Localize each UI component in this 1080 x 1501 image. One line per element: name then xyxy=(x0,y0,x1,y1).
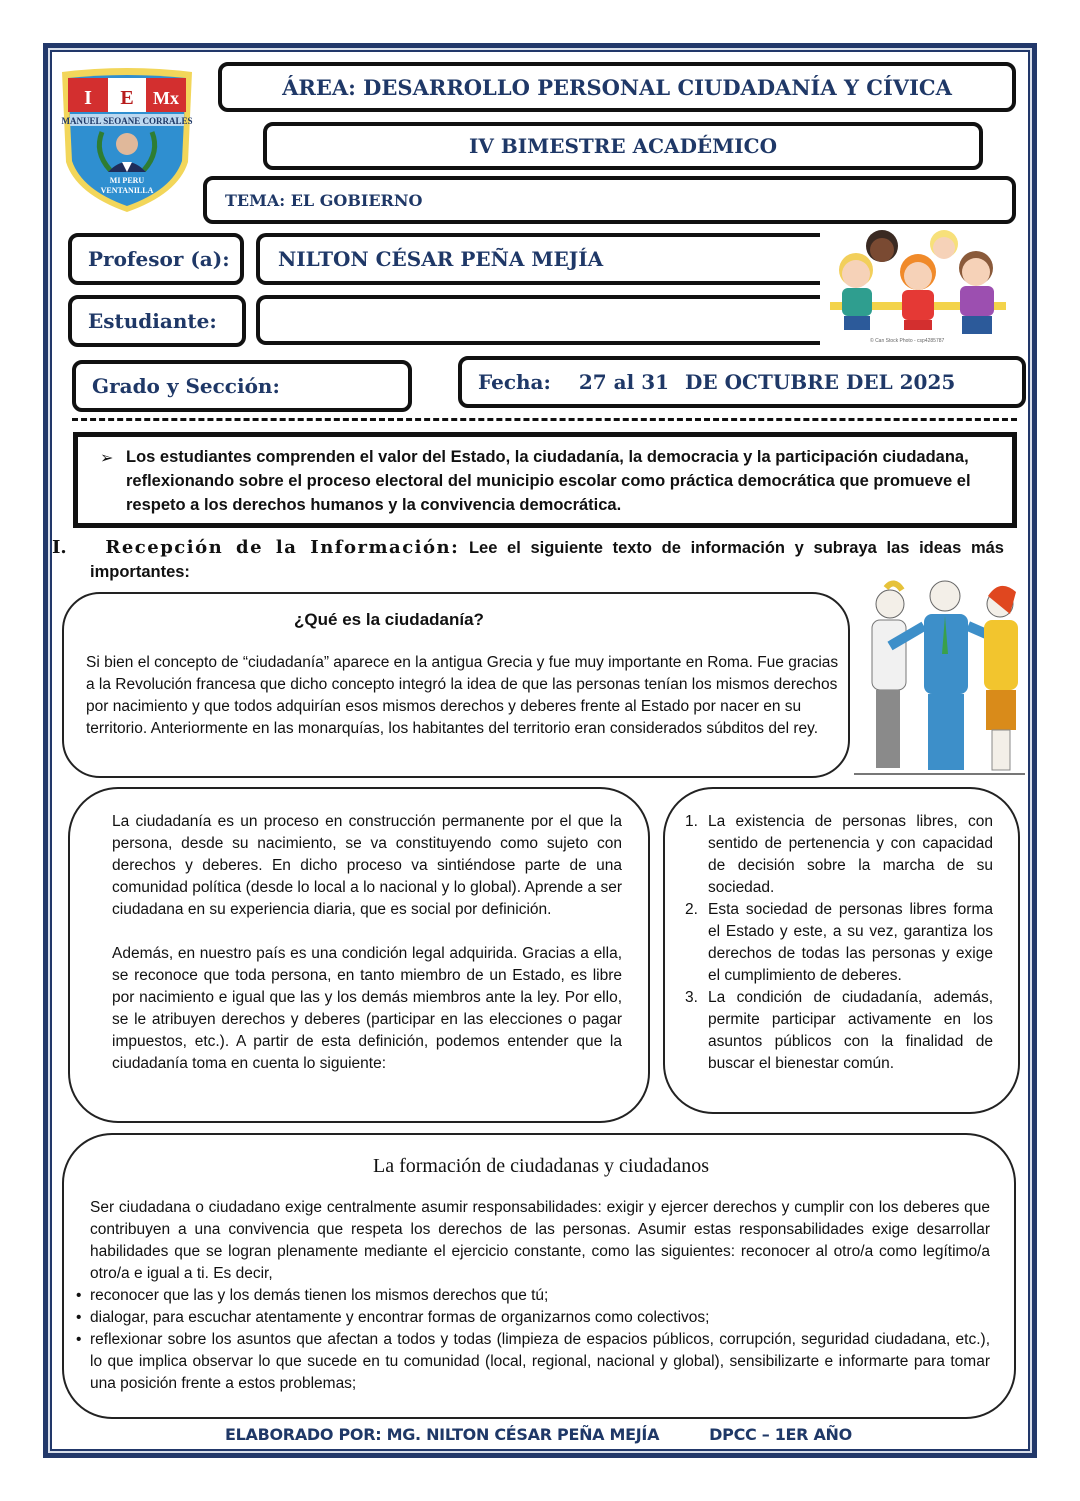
que-es-text: Si bien el concepto de “ciudadanía” aparece en la antigua Grecia y fue muy importante en Roma. Fue gracias a la Revolución francesa que dicho concepto integró la idea de que las personas tenían los mismos derechos por nacimiento y que todos adquirían esos mismos derechos y deberes frente al Estado por nacer en su territorio. Anteriormente en las monarquías, los habitantes del territorio eran considerados súbditos del rey. xyxy=(86,654,839,737)
profesor-label-box xyxy=(68,233,244,285)
school-crest-icon xyxy=(58,66,196,214)
logo-letter-i: I xyxy=(84,87,92,109)
formacion-intro: Ser ciudadana o ciudadano exige centralmente asumir responsabilidades: exigir y ejercer derechos y cumplir con los deberes que contribuyen a una convivencia que respeta los derechos de las personas. Asumir estas responsabilidades exige desarrollar habilidades que se logran plenamente mediante el ejercicio constante, como las siguientes: reconocer al otro/a como legítimo/a otro/a e igual a ti. Es decir, xyxy=(90,1199,990,1282)
pointing-hand-icon: ➢ xyxy=(100,450,114,467)
fecha-label: Fecha: xyxy=(478,370,551,394)
profesor-value: NILTON CÉSAR PEÑA MEJÍA xyxy=(278,247,604,271)
estudiante-label: Estudiante: xyxy=(88,309,217,333)
bullet-icon: • xyxy=(76,1331,82,1348)
ciudadania-points-box xyxy=(663,787,1020,1114)
definition-paragraph-2: Además, en nuestro país es una condición legal adquirida. Gracias a ella, se reconoce que toda persona, en tanto miembro de un Estado, es libre por nacimiento e igual que las y los demás miembros ante la ley. Por ello, se le atribuyen derechos y deberes (participar en las elecciones o pagar impuestos, etc.). A partir de esta definición, podemos entender que la ciudadanía toma en cuenta lo siguiente: xyxy=(112,945,622,1072)
dashed-divider xyxy=(72,418,1017,421)
footer-author: ELABORADO POR: MG. NILTON CÉSAR PEÑA MEJÍA xyxy=(225,1425,660,1444)
three-citizens-illustration xyxy=(850,574,1025,780)
footer-course: DPCC – 1ER AÑO xyxy=(709,1425,852,1444)
profesor-value-box xyxy=(256,233,856,285)
formacion-bullets xyxy=(76,1285,990,1395)
bullet-icon: • xyxy=(76,1309,82,1326)
tema-title: TEMA: EL GOBIERNO xyxy=(225,190,423,210)
page-footer xyxy=(225,1425,852,1444)
fecha-days: 27 al 31 xyxy=(578,370,670,394)
kids-image-caption: © Can Stock Photo - csp4285787 xyxy=(870,338,945,344)
grado-seccion-field[interactable] xyxy=(72,360,412,412)
bimestre-header xyxy=(263,122,983,170)
list-item: • reflexionar sobre los asuntos que afectan a todos y todas (limpieza de espacios públicos, corrupción, seguridad ciudadana, etc.), lo que implica observar lo que sucede en tu comunidad (local, regional, nacional y global), sensibilizarte e informarte para tomar una posición frente a estos problemas; xyxy=(76,1331,990,1392)
ciudadania-points-list xyxy=(685,811,993,1075)
logo-banner: MANUEL SEOANE CORRALES xyxy=(61,116,193,126)
logo-letter-mx: Mx xyxy=(153,88,179,108)
fecha-box xyxy=(458,356,1026,408)
area-title: ÁREA: DESARROLLO PERSONAL CIUDADANÍA Y CÍVICA xyxy=(282,74,952,100)
bimestre-title: IV BIMESTRE ACADÉMICO xyxy=(468,134,777,158)
section-number: I. xyxy=(52,537,67,558)
que-es-title: ¿Qué es la ciudadanía? xyxy=(294,610,484,629)
grado-label: Grado y Sección: xyxy=(92,374,280,398)
tema-header xyxy=(203,176,1016,224)
que-es-ciudadania-box xyxy=(62,592,850,778)
list-item: • reconocer que las y los demás tienen los mismos derechos que tú; xyxy=(76,1285,990,1307)
fecha-month: DE OCTUBRE DEL 2025 xyxy=(685,370,956,394)
list-item: • dialogar, para escuchar atentamente y encontrar formas de organizarnos como colectivos; xyxy=(76,1307,990,1329)
objective-text: Los estudiantes comprenden el valor del Estado, la ciudadanía, la democracia y la participación ciudadana, reflexionando sobre el proceso electoral del municipio escolar como práctica democrática que promueve el respeto a los derechos humanos y la convivencia democrática. xyxy=(126,448,971,514)
list-item: 3. La condición de ciudadanía, además, permite participar activamente en los asuntos públicos con la finalidad de buscar el bienestar común. xyxy=(685,989,993,1072)
learning-objective-box xyxy=(73,432,1017,528)
formacion-title: La formación de ciudadanas y ciudadanos xyxy=(373,1155,709,1177)
ciudadania-definition-box xyxy=(68,787,650,1123)
profesor-label: Profesor (a): xyxy=(88,247,230,271)
formacion-ciudadanos-box xyxy=(62,1133,1016,1419)
area-header xyxy=(218,62,1016,112)
logo-motto-1: MI PERU xyxy=(109,176,145,185)
section-instruction: Lee el siguiente texto de información y subraya las ideas más importantes: xyxy=(90,539,1004,581)
children-classroom-illustration xyxy=(820,224,1016,346)
estudiante-field[interactable] xyxy=(256,295,856,345)
section-title: Recepción de la Información: xyxy=(105,537,460,558)
definition-paragraph-1: La ciudadanía es un proceso en construcción permanente por el que la persona, desde su nacimiento, se va constituyendo como sujeto con derechos y deberes. En dicho proceso va sintiéndose parte de una comunidad política (desde lo local a lo nacional y lo global). Aprende a ser ciudadana en su experiencia diaria, que es social por definición. xyxy=(112,813,622,918)
logo-motto-2: VENTANILLA xyxy=(100,186,154,195)
estudiante-label-box xyxy=(68,295,246,347)
list-item: 1. La existencia de personas libres, con sentido de pertenencia y con capacidad de decisión sobre la marcha de su sociedad. xyxy=(685,813,993,896)
list-item: 2. Esta sociedad de personas libres forma el Estado y este, a su vez, garantiza los derechos de todas las personas y exige el cumplimiento de deberes. xyxy=(685,901,993,984)
bullet-icon: • xyxy=(76,1287,82,1304)
logo-letter-e: E xyxy=(120,87,134,109)
